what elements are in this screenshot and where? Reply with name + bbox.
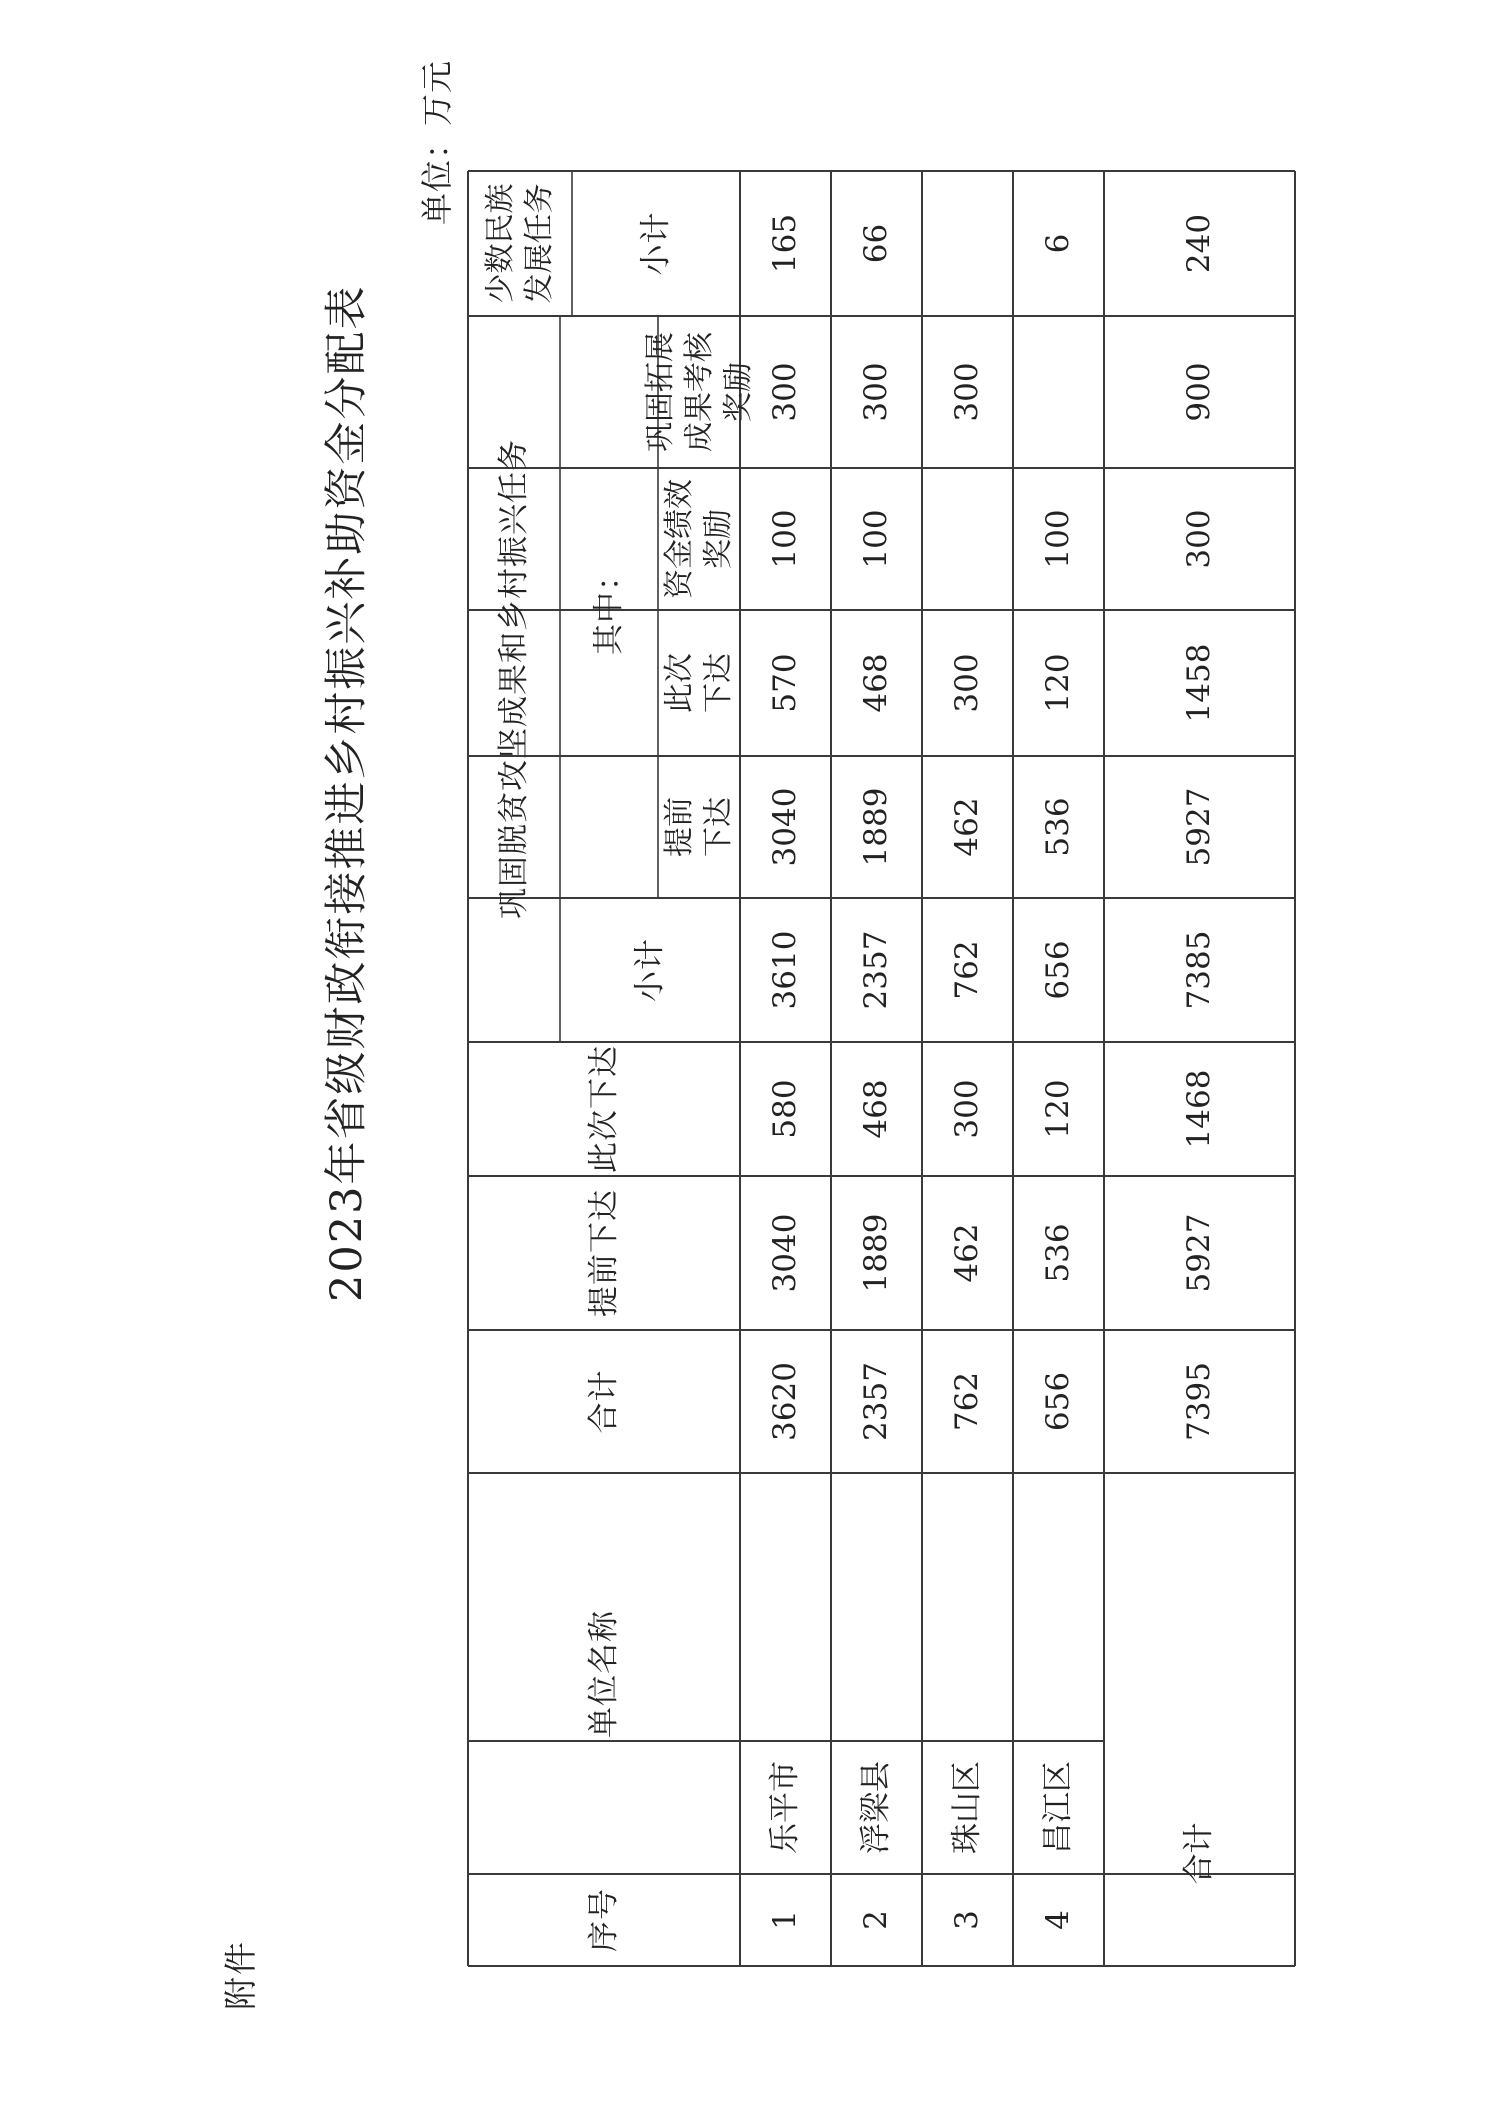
total-advance: 5927	[1181, 1213, 1218, 1293]
cell-c-this-time: 120	[1040, 653, 1077, 713]
total-assessment: 900	[1181, 362, 1218, 422]
cell-this-time: 468	[858, 1079, 895, 1139]
cell-total: 762	[949, 1371, 986, 1432]
header-fund-performance: 资金绩效奖励	[662, 479, 736, 599]
header-unit-name: 单位名称	[585, 1610, 622, 1738]
cell-assessment	[1013, 316, 1104, 468]
total-c-subtotal: 7385	[1181, 930, 1218, 1010]
cell-unit-name: 乐平市	[767, 1761, 804, 1854]
cell-advance: 3040	[767, 1213, 804, 1293]
cell-unit-name: 珠山区	[949, 1761, 986, 1854]
total-total: 7395	[1181, 1362, 1218, 1441]
cell-assessment: 300	[858, 362, 895, 422]
cell-seq: 2	[858, 1910, 895, 1930]
cell-c-subtotal: 3610	[767, 930, 804, 1010]
total-collective: 240	[1181, 213, 1218, 274]
header-c-this-time: 此次下达	[662, 653, 736, 713]
header-total: 合计	[585, 1369, 622, 1434]
cell-c-subtotal: 2357	[858, 930, 895, 1010]
cell-c-advance: 462	[949, 797, 986, 857]
header-assessment: 巩固拓展成果考核奖励	[642, 332, 756, 452]
cell-fund-performance: 100	[858, 509, 895, 569]
page-title: 2023年省级财政衔接推进乡村振兴补助资金分配表	[322, 284, 372, 1302]
cell-collective: 6	[1040, 233, 1077, 254]
header-seq: 序号	[585, 1888, 622, 1952]
cell-fund-performance: 100	[767, 509, 804, 569]
cell-c-advance: 536	[1040, 797, 1077, 857]
cell-c-subtotal: 656	[1040, 940, 1077, 1000]
cell-c-subtotal: 762	[949, 940, 986, 1000]
cell-this-time: 300	[949, 1079, 986, 1139]
total-c-advance: 5927	[1181, 787, 1218, 867]
cell-c-advance: 1889	[858, 787, 895, 867]
cell-collective: 66	[858, 223, 895, 264]
cell-seq: 4	[1040, 1910, 1077, 1930]
total-label: 合计	[1181, 1822, 1218, 1885]
cell-unit-name: 昌江区	[1040, 1761, 1077, 1854]
cell-advance: 536	[1040, 1223, 1077, 1283]
cell-fund-performance: 100	[1040, 509, 1077, 569]
cell-total: 2357	[858, 1362, 895, 1441]
allocation-table	[468, 171, 1295, 1966]
cell-total: 656	[1040, 1371, 1077, 1432]
cell-advance: 462	[949, 1223, 986, 1283]
cell-this-time: 580	[767, 1079, 804, 1139]
total-c-this-time: 1458	[1181, 643, 1218, 723]
cell-seq: 1	[767, 1910, 804, 1930]
header-minority-group: 少数民族发展任务	[483, 183, 557, 304]
header-of-which: 其中：	[590, 559, 627, 655]
header-this-time: 此次下达	[585, 1045, 622, 1173]
header-consolidate-group: 巩固脱贫攻坚成果和乡村振兴任务	[495, 439, 532, 919]
cell-collective: 165	[767, 213, 804, 274]
total-this-time: 1468	[1181, 1069, 1218, 1149]
total-fund-performance: 300	[1181, 509, 1218, 569]
cell-unit-name: 浮梁县	[858, 1761, 895, 1854]
cell-c-advance: 3040	[767, 787, 804, 867]
header-c-advance: 提前下达	[662, 797, 736, 857]
cell-assessment: 300	[949, 362, 986, 422]
cell-this-time: 120	[1040, 1079, 1077, 1139]
cell-collective	[922, 171, 1013, 316]
cell-seq: 3	[949, 1910, 986, 1930]
cell-fund-performance	[922, 468, 1013, 610]
cell-assessment: 300	[767, 362, 804, 422]
unit-label: 单位：万元	[418, 59, 456, 225]
header-c-subtotal: 小计	[631, 938, 668, 1002]
cell-total: 3620	[767, 1362, 804, 1441]
cell-c-this-time: 300	[949, 653, 986, 713]
cell-c-this-time: 468	[858, 653, 895, 713]
header-m-subtotal: 小计	[637, 211, 674, 276]
header-advance: 提前下达	[585, 1189, 622, 1317]
attachment-label: 附件	[221, 1940, 260, 2010]
cell-advance: 1889	[858, 1213, 895, 1293]
cell-c-this-time: 570	[767, 653, 804, 713]
